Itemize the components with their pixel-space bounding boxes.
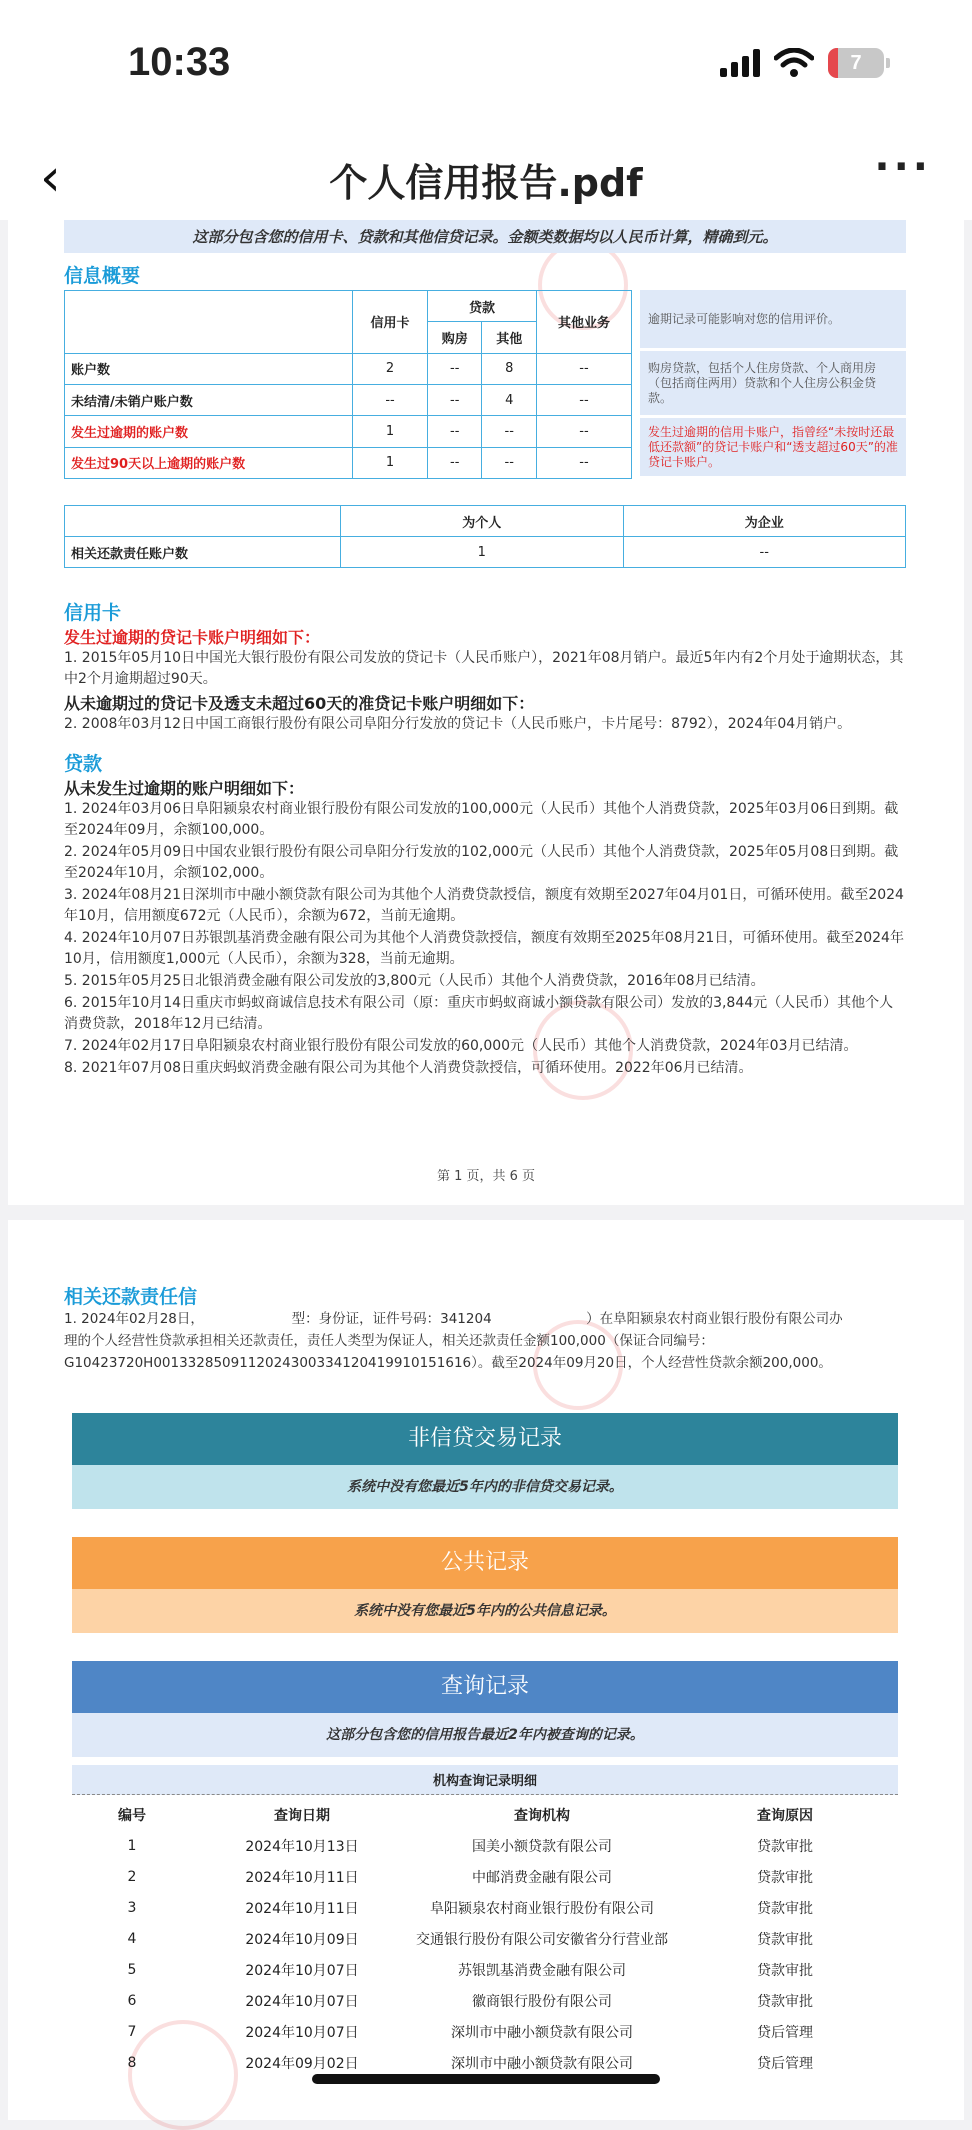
related-line: G10423720H0013328509112024300334120419910151616）。截至2024年09月20日，个人经营性贷款余额200,000。 — [64, 1355, 832, 1371]
summary-row — [65, 384, 632, 415]
page-footer: 第 1 页，共 6 页 — [436, 1169, 536, 1184]
query-table — [72, 1799, 898, 2078]
loan-item: 3. 2024年08月21日深圳市中融小额贷款有限公司为其他个人消费贷款授信，额度有效期至2027年04月01日，可循环使用。截至2024年10月，信用额度672元（人民币），余额为672，当前无逾期。 — [64, 887, 904, 924]
summary-side-notes — [640, 290, 906, 479]
loan-item: 5. 2015年05月25日北银消费金融有限公司发放的3,800元（人民币）其他个人消费贷款，2016年08月已结清。 — [64, 973, 765, 989]
guarantee-table — [64, 505, 906, 568]
query-cell-no: 5 — [127, 1961, 137, 1978]
query-row — [72, 1985, 898, 2016]
query-cell-reason: 贷后管理 — [757, 2024, 813, 2041]
query-cell-date: 2024年10月13日 — [245, 1838, 359, 1855]
related-title: 相关还款责任信 — [64, 1286, 198, 1308]
guarantee-corner — [65, 506, 341, 537]
summary-cell: -- — [536, 384, 631, 415]
query-cell-date: 2024年09月02日 — [245, 2055, 359, 2072]
query-row — [72, 1830, 898, 1861]
summary-cell: -- — [427, 353, 482, 384]
summary-row — [65, 447, 632, 478]
credit-banner: 这部分包含您的信用卡、贷款和其他信贷记录。金额类数据均以人民币计算，精确到元。 — [64, 220, 906, 253]
summary-header-other: 其他 — [482, 322, 537, 353]
summary-corner — [65, 291, 353, 354]
query-header-no: 编号 — [118, 1807, 146, 1824]
summary-row-label: 账户数 — [65, 353, 353, 384]
query-cell-reason: 贷款审批 — [757, 1900, 813, 1917]
query-cell-no: 7 — [127, 2023, 137, 2040]
loan-item: 4. 2024年10月07日苏银凯基消费金融有限公司为其他个人消费贷款授信，额度有效期至2025年08月21日，可循环使用。截至2024年10月，信用额度1,000元（人民币），余额为328，当前无逾期。 — [64, 930, 904, 967]
query-cell-no: 4 — [127, 1930, 137, 1947]
page1-content — [64, 220, 906, 568]
overdue-item: 1. 2015年05月10日中国光大银行股份有限公司发放的贷记卡（人民币账户），2021年08月销户。最近5年内有2个月处于逾期状态，其中2个月逾期超过90天。 — [64, 650, 904, 687]
guarantee-row-label: 相关还款责任账户数 — [65, 537, 341, 568]
query-cell-date: 2024年10月07日 — [245, 1993, 359, 2010]
query-cell-no: 2 — [127, 1868, 137, 1885]
back-button[interactable]: ‹ — [40, 148, 61, 208]
summary-header-other-business: 其他业务 — [536, 291, 631, 354]
loan-item: 8. 2021年07月08日重庆蚂蚁消费金融有限公司为其他个人消费贷款授信，可循环使用。2022年06月已结清。 — [64, 1060, 753, 1076]
query-row — [72, 1923, 898, 1954]
loan-subtitle: 从未发生过逾期的账户明细如下： — [64, 779, 305, 798]
summary-cell: 1 — [353, 447, 428, 478]
guarantee-header-enterprise: 为企业 — [623, 506, 906, 537]
pdf-page-1 — [8, 220, 964, 1205]
loan-item: 7. 2024年02月17日阜阳颍泉农村商业银行股份有限公司发放的60,000元（人民币）其他个人消费贷款，2024年03月已结清。 — [64, 1038, 858, 1054]
query-cell-org: 交通银行股份有限公司安徽省分行营业部 — [416, 1931, 668, 1948]
summary-cell: 1 — [353, 416, 428, 447]
query-cell-no: 8 — [127, 2054, 137, 2071]
query-cell-no: 3 — [127, 1899, 137, 1916]
query-cell-reason: 贷后管理 — [757, 2055, 813, 2072]
summary-cell: -- — [482, 416, 537, 447]
guarantee-personal-value: 1 — [341, 537, 624, 568]
guarantee-enterprise-value: -- — [623, 537, 906, 568]
query-cell-reason: 贷款审批 — [757, 1993, 813, 2010]
credit-card-section — [64, 598, 906, 1080]
query-cell-org: 阜阳颍泉农村商业银行股份有限公司 — [430, 1900, 654, 1917]
summary-cell: -- — [427, 447, 482, 478]
query-cell-reason: 贷款审批 — [757, 1931, 813, 1948]
query-cell-org: 深圳市中融小额贷款有限公司 — [451, 2024, 633, 2041]
loan-list — [64, 799, 906, 1079]
summary-title: 信息概要 — [64, 265, 141, 287]
query-header-org: 查询机构 — [514, 1807, 570, 1824]
summary-row — [65, 353, 632, 384]
loan-title: 贷款 — [64, 753, 103, 775]
status-bar — [0, 0, 972, 130]
loan-item: 1. 2024年03月06日阜阳颍泉农村商业银行股份有限公司发放的100,000元（人民币）其他个人消费贷款，2025年03月06日到期。截至2024年09月，余额100,000。 — [64, 801, 899, 838]
query-cell-date: 2024年10月07日 — [245, 2024, 359, 2041]
cc-item: 2. 2008年03月12日中国工商银行股份有限公司阜阳分行发放的贷记卡（人民币账户，卡片尾号：8792），2024年04月销户。 — [64, 716, 852, 732]
non-credit-header: 非信贷交易记录 — [72, 1413, 898, 1465]
query-cell-no: 6 — [127, 1992, 137, 2009]
query-cell-no: 1 — [127, 1837, 137, 1854]
query-cell-org: 苏银凯基消费金融有限公司 — [458, 1962, 626, 1979]
pdf-page-2 — [8, 1220, 964, 2120]
document-title: 个人信用报告.pdf — [329, 161, 643, 205]
public-record-subheader: 系统中没有您最近5年内的公共信息记录。 — [72, 1589, 898, 1633]
query-header-reason: 查询原因 — [757, 1807, 813, 1824]
non-credit-subheader: 系统中没有您最近5年内的非信贷交易记录。 — [72, 1465, 898, 1509]
query-cell-reason: 贷款审批 — [757, 1838, 813, 1855]
summary-cell: 2 — [353, 353, 428, 384]
summary-cell: -- — [427, 416, 482, 447]
query-cell-org: 国美小额贷款有限公司 — [472, 1838, 612, 1855]
home-indicator[interactable] — [312, 2074, 660, 2084]
never-overdue-cc-title: 从未逾期过的贷记卡及透支未超过60天的准贷记卡账户明细如下： — [64, 694, 535, 713]
summary-row-label: 未结清/未销户账户数 — [65, 384, 353, 415]
query-record-header: 查询记录 — [72, 1661, 898, 1713]
summary-cell: -- — [353, 384, 428, 415]
summary-cell: 8 — [482, 353, 537, 384]
query-cell-date: 2024年10月11日 — [245, 1900, 359, 1917]
summary-header-credit-card: 信用卡 — [353, 291, 428, 354]
summary-cell: 4 — [482, 384, 537, 415]
query-cell-date: 2024年10月11日 — [245, 1869, 359, 1886]
query-row — [72, 1861, 898, 1892]
summary-header-housing: 购房 — [427, 322, 482, 353]
loan-item: 2. 2024年05月09日中国农业银行股份有限公司阜阳分行发放的102,000元（人民币）其他个人消费贷款，2025年05月08日到期。截至2024年10月，余额102,000。 — [64, 844, 899, 881]
overdue-list — [64, 648, 906, 690]
side-note-2: 购房贷款，包括个人住房贷款、个人商用房（包括商住两用）贷款和个人住房公积金贷款。 — [640, 351, 906, 415]
summary-table — [64, 290, 632, 479]
public-record-header: 公共记录 — [72, 1537, 898, 1589]
loan-item: 6. 2015年10月14日重庆市蚂蚁商诚信息技术有限公司（原：重庆市蚂蚁商诚小额贷款有限公司）发放的3,844元（人民币）其他个人消费贷款，2018年12月已结清。 — [64, 995, 894, 1032]
related-line: 1. 2024年02月28日， 型：身份证，证件号码：341204 ）在阜阳颍泉农村商业银行股份有限公司办 — [64, 1311, 843, 1327]
query-cell-org: 中邮消费金融有限公司 — [472, 1869, 612, 1886]
credit-card-title: 信用卡 — [64, 602, 122, 624]
query-header-date: 查询日期 — [274, 1807, 330, 1824]
summary-header-loan: 贷款 — [427, 291, 536, 322]
summary-block — [64, 290, 906, 479]
related-section — [64, 1282, 906, 1375]
guarantee-header-personal: 为个人 — [341, 506, 624, 537]
query-cell-reason: 贷款审批 — [757, 1962, 813, 1979]
cellular-signal-icon — [720, 49, 760, 77]
overdue-title: 发生过逾期的贷记卡账户明细如下： — [64, 628, 321, 647]
query-row — [72, 2016, 898, 2047]
query-cell-reason: 贷款审批 — [757, 1869, 813, 1886]
side-note-1: 逾期记录可能影响对您的信用评价。 — [640, 290, 906, 348]
query-record-subheader: 这部分包含您的信用报告最近2年内被查询的记录。 — [72, 1713, 898, 1757]
nav-bar — [0, 130, 972, 220]
summary-cell: -- — [536, 447, 631, 478]
query-row — [72, 1954, 898, 1985]
more-options-button[interactable]: ··· — [874, 144, 932, 190]
summary-cell: -- — [536, 416, 631, 447]
summary-cell: -- — [482, 447, 537, 478]
never-overdue-cc-list — [64, 714, 906, 735]
clock: 10:33 — [128, 40, 231, 84]
related-line: 理的个人经营性贷款承担相关还款责任，责任人类型为保证人，相关还款责任金额100,000（保证合同编号： — [64, 1333, 714, 1349]
battery-icon: 7 — [828, 48, 884, 78]
query-row — [72, 1892, 898, 1923]
wifi-icon — [774, 48, 814, 78]
query-cell-org: 徽商银行股份有限公司 — [472, 1993, 612, 2010]
summary-row-label: 发生过逾期的账户数 — [65, 416, 353, 447]
query-detail-title: 机构查询记录明细 — [72, 1765, 898, 1795]
query-cell-org: 深圳市中融小额贷款有限公司 — [451, 2055, 633, 2072]
status-icons — [720, 48, 884, 78]
query-cell-date: 2024年10月07日 — [245, 1962, 359, 1979]
related-lines — [64, 1309, 906, 1374]
summary-cell: -- — [427, 384, 482, 415]
summary-row — [65, 416, 632, 447]
side-note-3: 发生过逾期的信用卡账户，指曾经“未按时还最低还款额”的贷记卡账户和“透支超过60天”的准贷记卡账户。 — [640, 418, 906, 476]
query-cell-date: 2024年10月09日 — [245, 1931, 359, 1948]
records-section — [72, 1413, 898, 2078]
summary-row-label: 发生过90天以上逾期的账户数 — [65, 447, 353, 478]
summary-cell: -- — [536, 353, 631, 384]
